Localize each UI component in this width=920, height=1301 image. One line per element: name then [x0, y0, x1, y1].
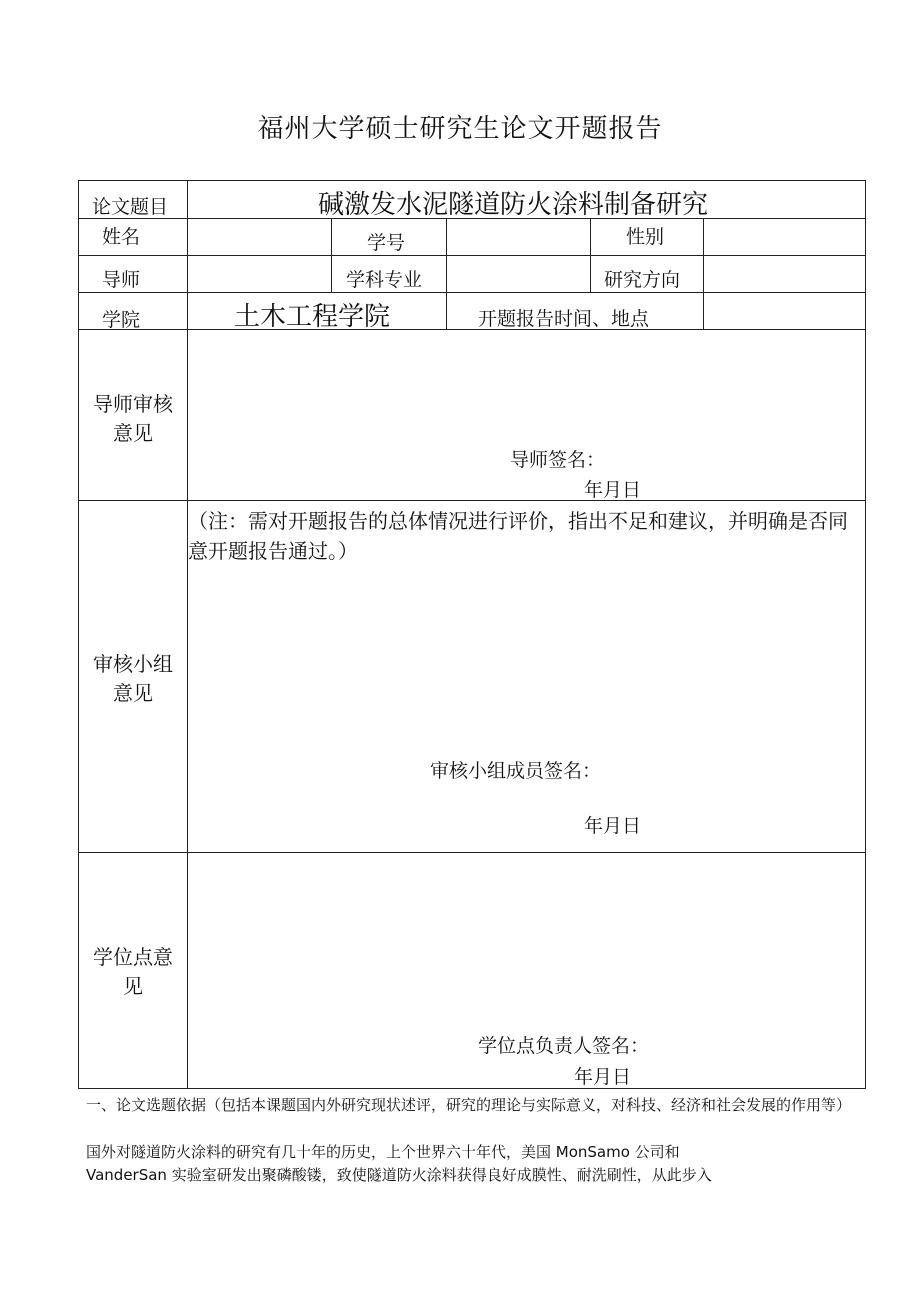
panel-review-note: （注：需对开题报告的总体情况进行评价，指出不足和建议，并明确是否同意开题报告通过。） [188, 509, 848, 563]
advisor-review-date: 年月日 [584, 479, 642, 501]
advisor-signature-label: 导师签名： [510, 449, 606, 471]
col-line [78, 180, 79, 1089]
col-line [703, 218, 704, 329]
col-line [590, 218, 591, 292]
research-direction-label: 研究方向 [604, 269, 681, 291]
panel-signature-label: 审核小组成员签名： [430, 760, 602, 782]
degree-point-signature-label: 学位点负责人签名： [478, 1035, 650, 1057]
thesis-title-label: 论文题目 [92, 196, 169, 218]
body-paragraph-line: VanderSan 实验室研发出聚磷酸镂，致使隧道防火涂料获得良好成膜性、耐洗刷性，从此步入 [86, 1166, 712, 1184]
advisor-label: 导师 [102, 269, 141, 291]
col-line [331, 218, 332, 292]
degree-point-review-label: 学位点意见 [93, 945, 173, 998]
col-line [446, 218, 447, 329]
report-time-place-label: 开题报告时间、地点 [478, 308, 650, 330]
report-form-table [78, 180, 866, 1089]
thesis-title-value: 碱激发水泥隧道防火涂料制备研究 [318, 190, 709, 220]
col-line [865, 180, 866, 1089]
college-label: 学院 [102, 309, 141, 331]
college-value: 土木工程学院 [234, 302, 391, 332]
body-paragraph-line: 国外对隧道防火涂料的研究有几十年的历史，上个世界六十年代，美国 MonSamo 公司和 [86, 1143, 680, 1161]
row-line [78, 255, 866, 256]
row-line [78, 500, 866, 501]
document-title: 福州大学硕士研究生论文开题报告 [257, 114, 663, 144]
gender-label: 性别 [626, 226, 665, 248]
panel-review-label: 审核小组意见 [93, 652, 173, 705]
row-line [78, 852, 866, 853]
major-label: 学科专业 [346, 269, 423, 291]
row-line [78, 329, 866, 330]
student-id-label: 学号 [367, 232, 406, 254]
advisor-review-label: 导师审核意见 [93, 392, 173, 445]
col-line [187, 180, 188, 1089]
row-line [78, 180, 866, 181]
name-label: 姓名 [102, 226, 141, 248]
panel-review-date: 年月日 [584, 815, 642, 837]
row-line [78, 1088, 866, 1089]
section-heading: 一、论文选题依据（包括本课题国内外研究现状述评，研究的理论与实际意义，对科技、经济和社会发展的作用等） [86, 1096, 852, 1114]
degree-point-review-date: 年月日 [574, 1066, 632, 1088]
row-line [78, 292, 866, 293]
